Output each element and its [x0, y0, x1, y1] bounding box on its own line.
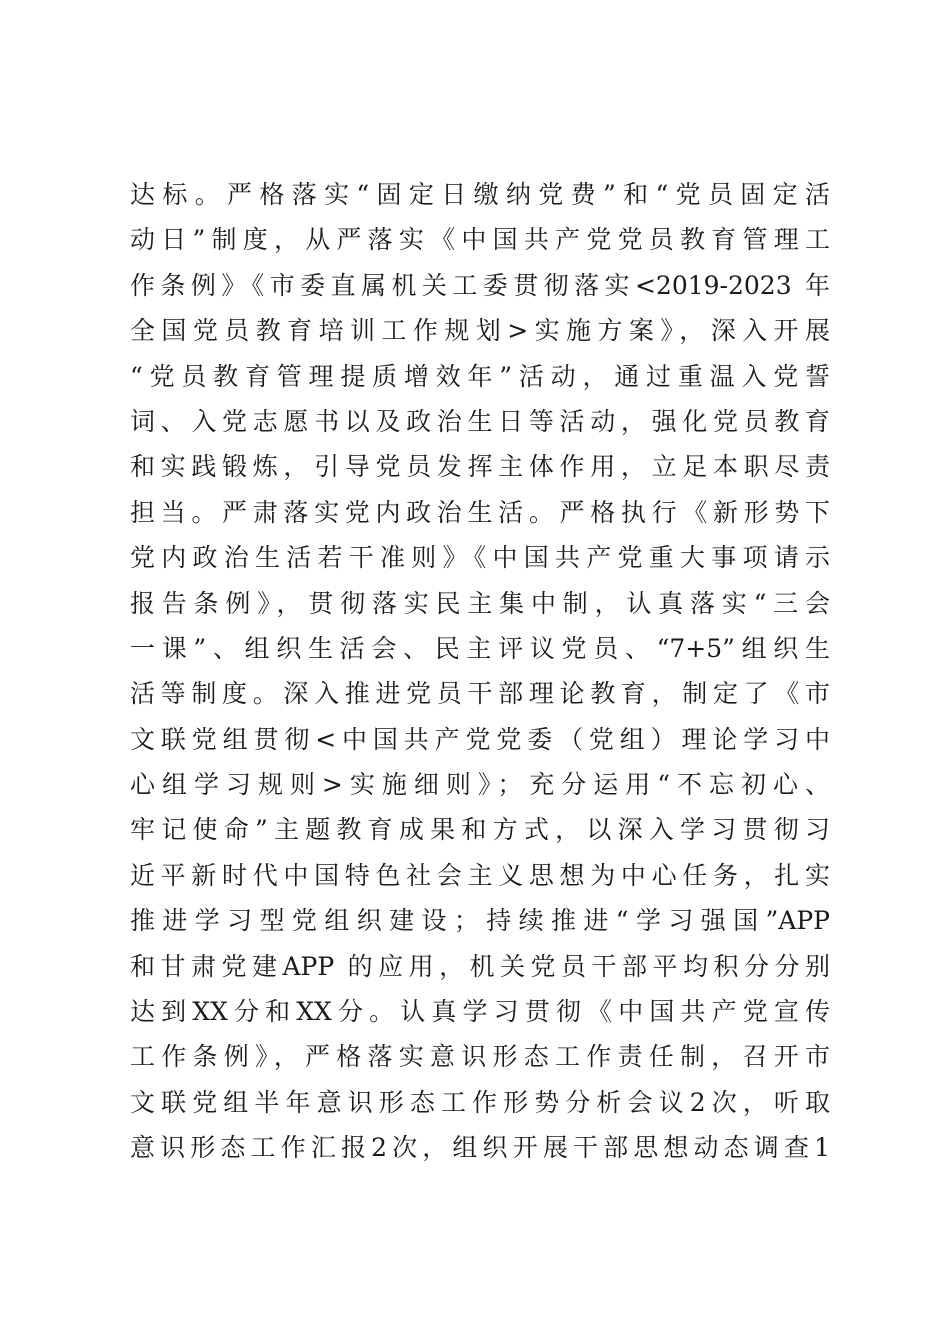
- text-line: 全国党员教育培训工作规划>实施方案》，深入开展: [130, 316, 830, 346]
- text-line: 意识形态工作汇报2次，组织开展干部思想动态调查1: [130, 1133, 830, 1163]
- text-line: “党员教育管理提质增效年”活动，通过重温入党誓: [130, 361, 830, 391]
- text-line: 推进学习型党组织建设；持续推进“学习强国”APP: [130, 906, 830, 936]
- text-line: 心组学习规则>实施细则》；充分运用“不忘初心、: [130, 770, 830, 800]
- text-line: 文联党组半年意识形态工作形势分析会议2次，听取: [130, 1087, 830, 1117]
- body-paragraph: [130, 172, 830, 1171]
- text-line: 和实践锻炼，引导党员发挥主体作用，立足本职尽责: [130, 452, 830, 482]
- text-line: 文联党组贯彻<中国共产党党委（党组）理论学习中: [130, 724, 830, 754]
- text-line: 一课”、组织生活会、民主评议党员、“7+5”组织生: [130, 633, 830, 663]
- text-line: 达标。严格落实“固定日缴纳党费”和“党员固定活: [130, 180, 830, 209]
- text-line: 活等制度。深入推进党员干部理论教育，制定了《市: [130, 679, 830, 709]
- text-line: 和甘肃党建APP 的应用，机关党员干部平均积分分别: [130, 951, 830, 981]
- text-line: 报告条例》，贯彻落实民主集中制，认真落实“三会: [130, 588, 830, 618]
- text-line: 牢记使命”主题教育成果和方式，以深入学习贯彻习: [130, 815, 830, 845]
- text-line: 担当。严肃落实党内政治生活。严格执行《新形势下: [130, 497, 830, 527]
- text-line: 动日”制度，从严落实《中国共产党党员教育管理工: [130, 225, 830, 255]
- text-line: 党内政治生活若干准则》《中国共产党重大事项请示: [130, 543, 830, 573]
- text-line: 达到XX分和XX分。认真学习贯彻《中国共产党宣传: [130, 997, 830, 1027]
- text-line: 词、入党志愿书以及政治生日等活动，强化党员教育: [130, 406, 830, 436]
- text-line: 作条例》《市委直属机关工委贯彻落实<2019-2023 年: [130, 270, 830, 300]
- text-line: 近平新时代中国特色社会主义思想为中心任务，扎实: [130, 860, 830, 890]
- text-line: 工作条例》，严格落实意识形态工作责任制，召开市: [130, 1042, 830, 1072]
